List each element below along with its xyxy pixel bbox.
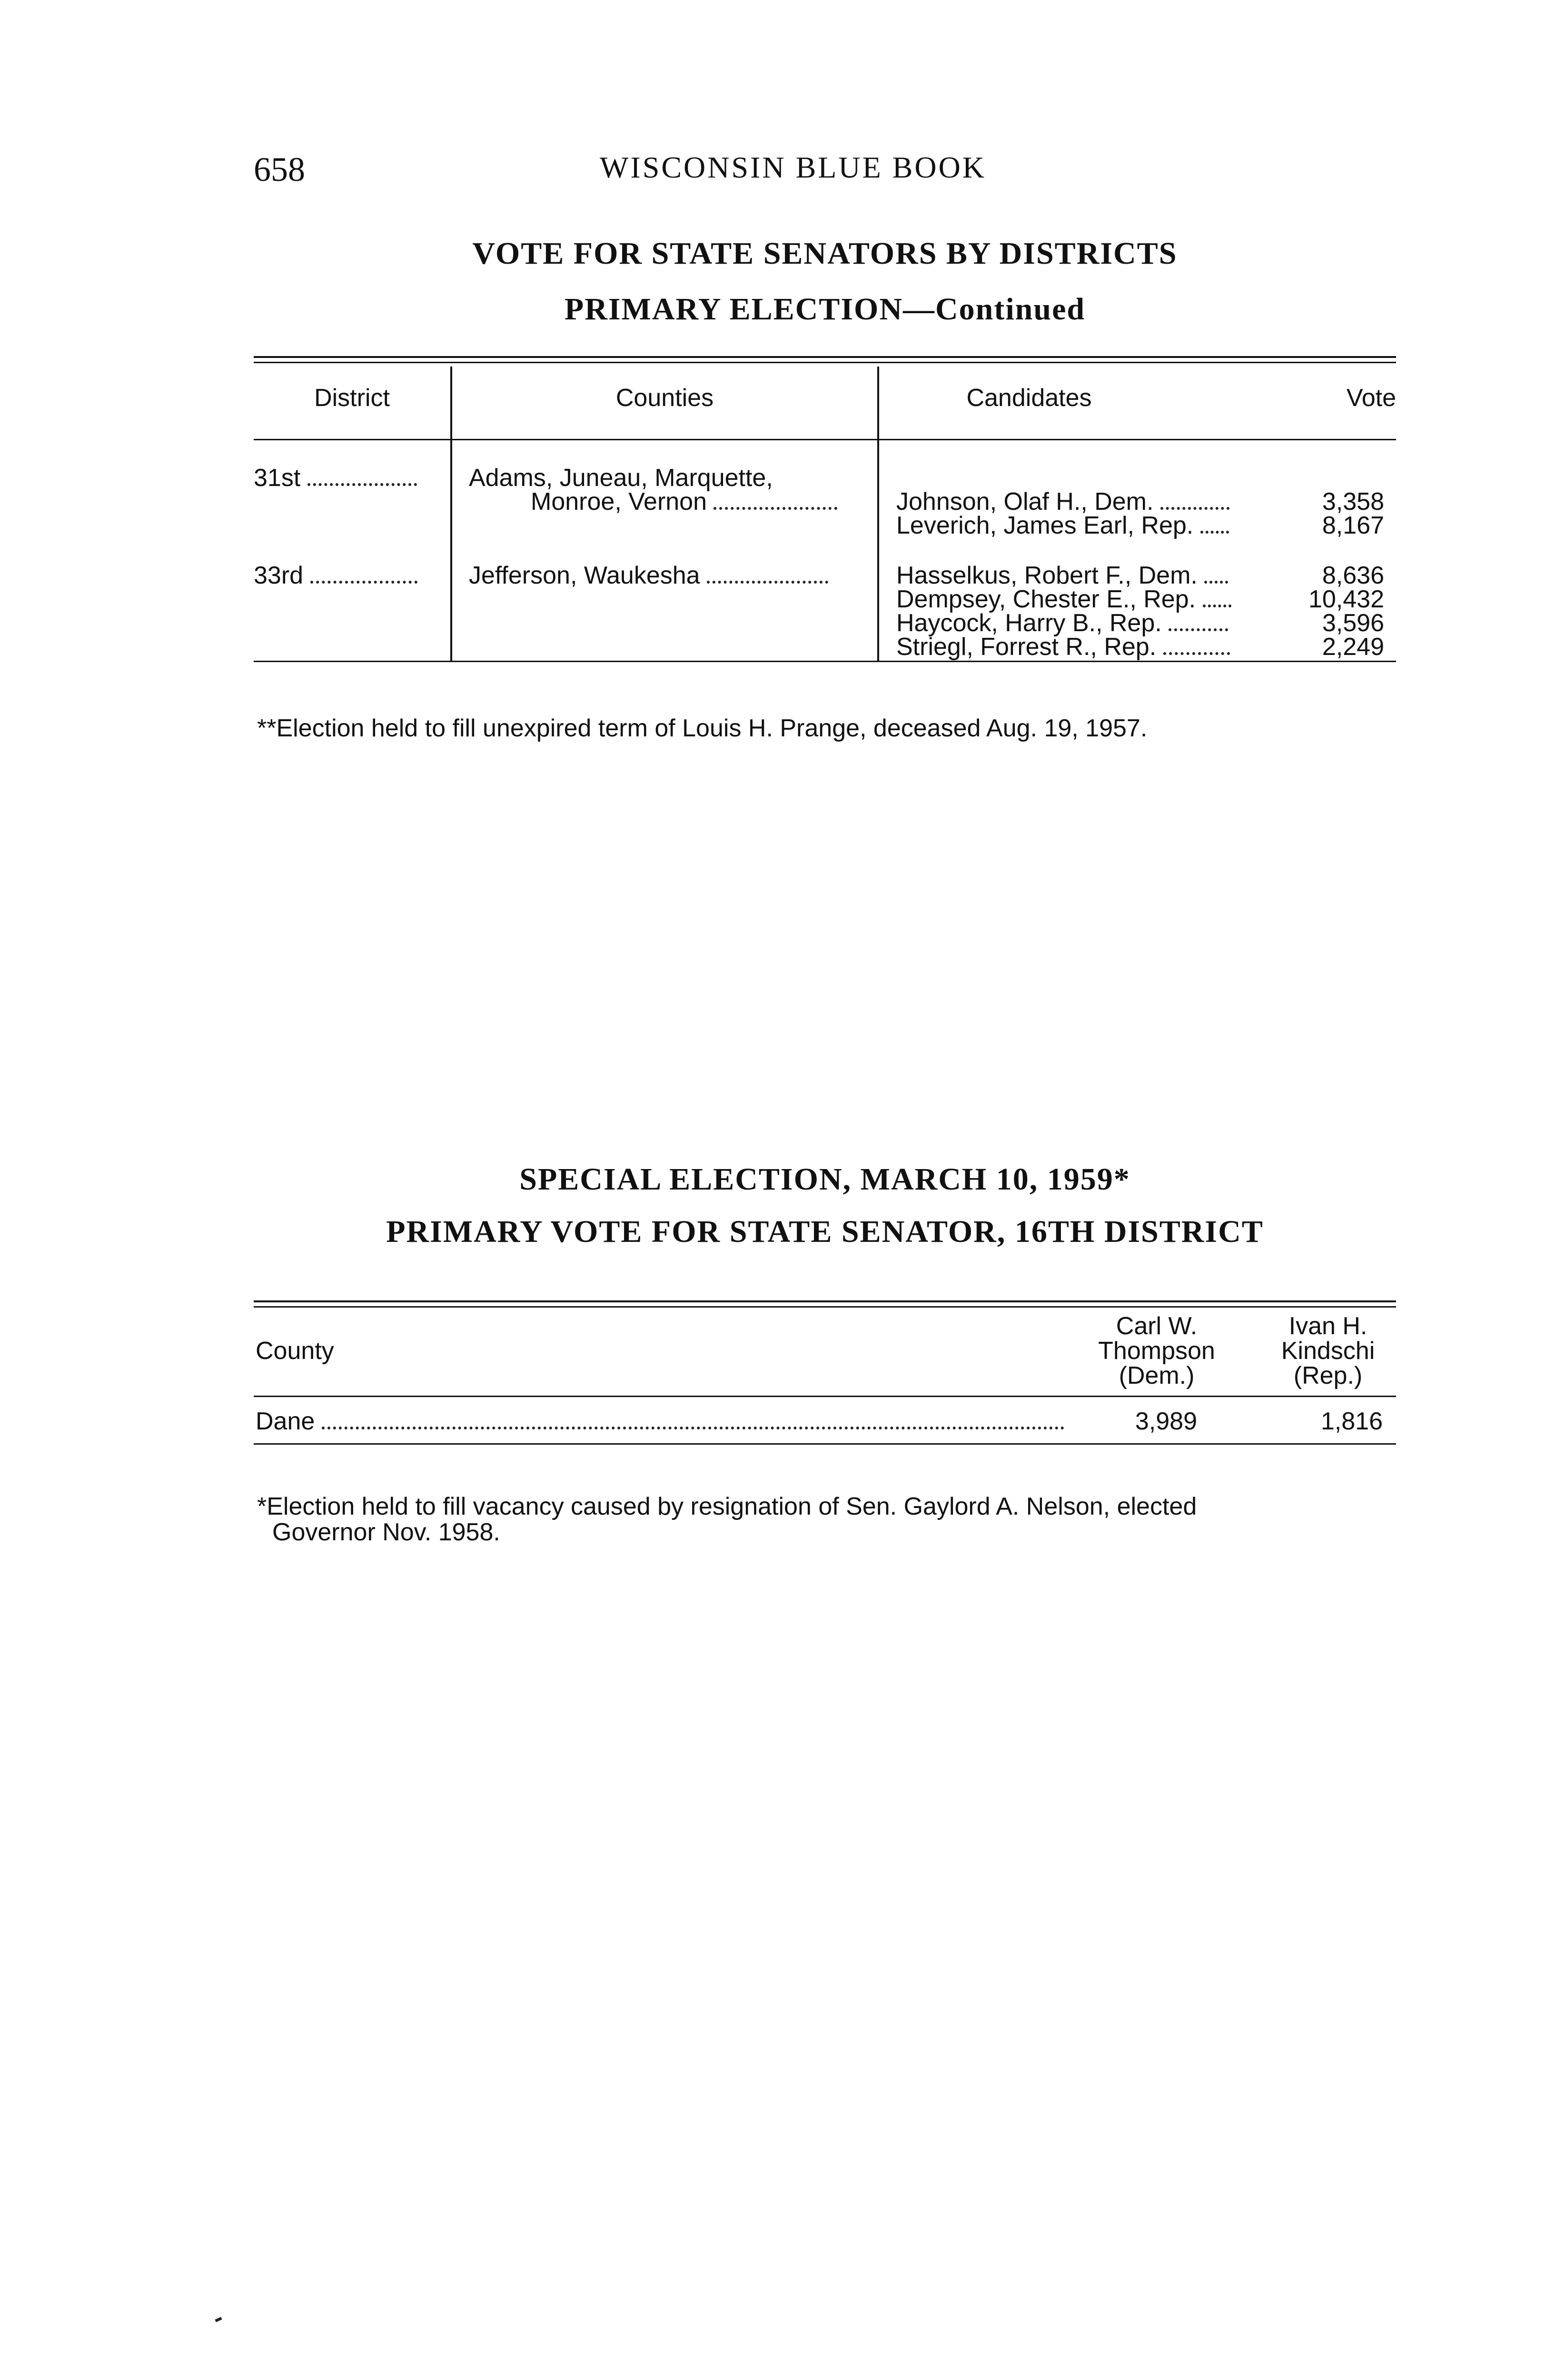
- table-rule-top: [254, 356, 1396, 358]
- header-rule: [254, 439, 1396, 440]
- section2-title: SPECIAL ELECTION, MARCH 10, 1959*: [519, 1162, 1130, 1197]
- candidate-label: Leverich, James Earl, Rep.: [896, 512, 1194, 539]
- county-cell: [256, 1409, 1064, 1434]
- candidate-name: [896, 635, 1230, 659]
- candidate1-first-name: Carl W.: [1116, 1312, 1198, 1340]
- column-header-counties: Counties: [615, 384, 714, 412]
- dot-leader: [1163, 645, 1230, 655]
- vote-count: 8,167: [1322, 512, 1384, 539]
- counties-label: Jefferson, Waukesha: [469, 562, 700, 589]
- vote-count: 2,249: [1322, 633, 1384, 661]
- district-cell: [254, 563, 444, 588]
- dot-leader: [310, 574, 417, 584]
- candidate-label: Hasselkus, Robert F., Dem.: [896, 562, 1198, 589]
- ink-speck: [215, 2317, 222, 2322]
- dot-leader: [1200, 524, 1229, 534]
- table-rule-top: [254, 1300, 1396, 1302]
- section2-footnote-line1: *Election held to fill vacancy caused by resignation of Sen. Gaylord A. Nelson, elected: [257, 1493, 1197, 1520]
- county-label: Dane: [256, 1408, 315, 1435]
- candidate2-last-name: Kindschi: [1281, 1337, 1375, 1365]
- candidate1-last-name: Thompson: [1098, 1337, 1215, 1365]
- vote-count: 3,358: [1322, 488, 1384, 516]
- dot-leader: [1160, 500, 1229, 510]
- vote-count: 3,989: [1135, 1408, 1197, 1435]
- page-number: 658: [254, 150, 305, 188]
- candidate-label: Haycock, Harry B., Rep.: [896, 609, 1162, 637]
- counties-line: Adams, Juneau, Marquette,: [469, 464, 773, 492]
- column-header-county: County: [256, 1337, 334, 1365]
- vote-count: 10,432: [1308, 585, 1384, 613]
- candidate-label: Dempsey, Chester E., Rep.: [896, 585, 1196, 613]
- dot-leader: [1204, 574, 1228, 584]
- table-rule-top-thin: [254, 1306, 1396, 1308]
- table-rule-bottom: [254, 1443, 1396, 1445]
- candidate-name: [896, 563, 1228, 588]
- dot-leader: [707, 574, 828, 584]
- column-header-vote: Vote: [1346, 384, 1396, 412]
- column-divider: [450, 367, 452, 661]
- vote-count: 3,596: [1322, 609, 1384, 637]
- candidate-name: [896, 513, 1229, 538]
- dot-leader: [1169, 622, 1228, 631]
- candidate-label: Striegl, Forrest R., Rep.: [896, 633, 1157, 661]
- dot-leader: [714, 500, 837, 510]
- column-header-district: District: [314, 384, 390, 412]
- district-cell: [254, 466, 444, 490]
- candidate-name: [896, 611, 1228, 635]
- section1-title: VOTE FOR STATE SENATORS BY DISTRICTS: [472, 236, 1178, 271]
- candidate1-party: (Dem.): [1119, 1362, 1195, 1389]
- table-rule-top-thin: [254, 362, 1396, 363]
- candidate-name: [896, 489, 1229, 514]
- table-rule-bottom: [254, 661, 1396, 662]
- header-rule: [254, 1396, 1396, 1397]
- candidate2-first-name: Ivan H.: [1288, 1312, 1368, 1340]
- running-title: WISCONSIN BLUE BOOK: [600, 150, 986, 184]
- candidate-label: Johnson, Olaf H., Dem.: [896, 488, 1154, 516]
- counties-line: [531, 489, 837, 514]
- section2-footnote-line2: Governor Nov. 1958.: [272, 1518, 500, 1546]
- section1-subtitle: PRIMARY ELECTION—Continued: [564, 292, 1086, 327]
- vote-count: 8,636: [1322, 562, 1384, 589]
- counties-line: [469, 563, 828, 588]
- dot-leader: [1203, 598, 1231, 607]
- counties-label: Monroe, Vernon: [531, 488, 707, 516]
- column-divider: [877, 367, 879, 661]
- candidate2-party: (Rep.): [1293, 1362, 1363, 1389]
- dot-leader: [307, 476, 417, 486]
- dot-leader: [322, 1420, 1064, 1429]
- district-label: 33rd: [254, 562, 304, 589]
- vote-count: 1,816: [1320, 1408, 1383, 1435]
- section2-subtitle: PRIMARY VOTE FOR STATE SENATOR, 16TH DISTRICT: [386, 1214, 1264, 1249]
- column-header-candidates: Candidates: [966, 384, 1092, 412]
- candidate-name: [896, 587, 1231, 612]
- district-label: 31st: [254, 464, 301, 492]
- section1-footnote: **Election held to fill unexpired term of Louis H. Prange, deceased Aug. 19, 1957.: [257, 714, 1148, 742]
